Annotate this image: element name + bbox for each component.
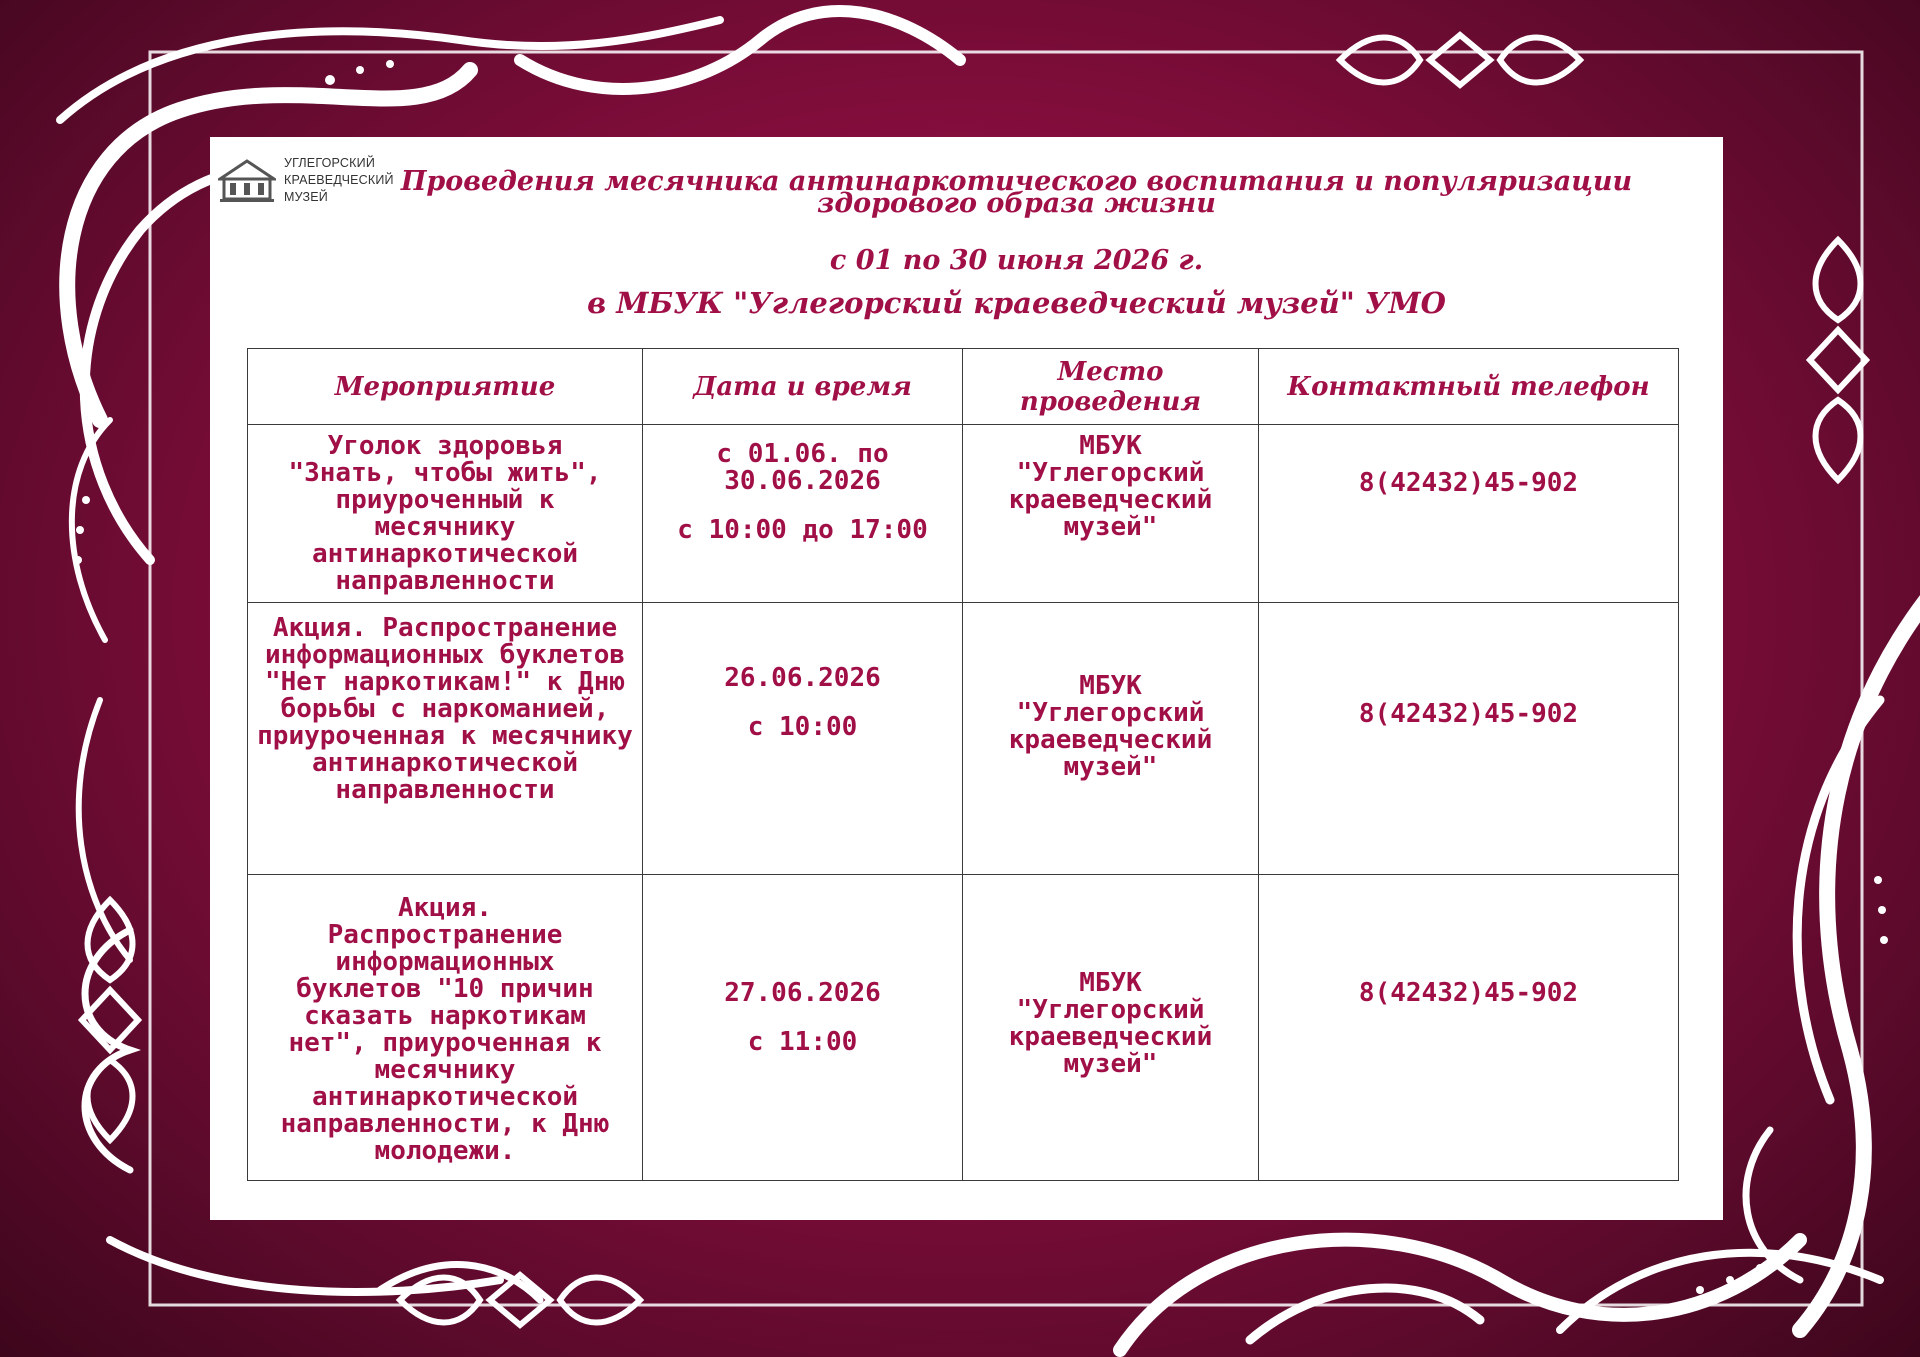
event-time: с 11:00 [747,1027,858,1057]
event-time: с 10:00 [747,712,858,742]
phone-cell [1259,603,1679,875]
phone-cell [1259,425,1679,603]
contact-phone: 8(42432)45-902 [1358,699,1579,729]
event-text: Акция. Распространение информационных буклетов "10 причин сказать наркотикам нет", приуроченная к месячнику антинаркотической направленности, к Дню молодежи. [280,893,610,1166]
column-header-datetime: Дата и время [643,349,963,425]
event-place: МБУК "Углегорский краеведческий музей" [1008,671,1213,782]
event-cell [248,875,643,1181]
place-cell [963,425,1259,603]
place-cell [963,875,1259,1181]
table-row [248,425,1679,603]
place-cell [963,603,1259,875]
table-header-row [248,349,1679,425]
event-place: МБУК "Углегорский краеведческий музей" [1008,968,1213,1079]
datetime-cell [643,425,963,603]
logo-line: КРАЕВЕДЧЕСКИЙ [284,173,394,187]
event-cell [248,603,643,875]
event-date: 27.06.2026 [724,978,881,1008]
table-row [248,875,1679,1181]
event-cell [248,425,643,603]
column-header-event: Мероприятие [248,349,643,425]
contact-phone: 8(42432)45-902 [1358,468,1579,498]
logo-line: МУЗЕЙ [284,190,328,204]
logo-line: УГЛЕГОРСКИЙ [284,156,376,170]
table-row [248,603,1679,875]
event-text: Уголок здоровья "Знать, чтобы жить", приуроченный к месячнику антинаркотической направленности [288,431,602,596]
date-range: с 01 по 30 июня 2026 г. [829,245,1204,276]
content-panel [210,137,1723,1220]
event-date: с 01.06. по 30.06.2026 [716,439,889,496]
phone-cell [1259,875,1679,1181]
page-title: Проведения месячника антинаркотического воспитания и популяризации здорового образа жизни [400,166,1633,219]
venue-line: в МБУК "Углегорский краеведческий музей" УМО [587,286,1446,320]
event-time: с 10:00 до 17:00 [677,515,928,545]
event-text: Акция. Распространение информационных буклетов "Нет наркотикам!" к Дню борьбы с наркоманией, приуроченная к месячнику антинаркотической направленности [257,613,633,805]
event-date: 26.06.2026 [724,663,881,693]
event-place: МБУК "Углегорский краеведческий музей" [1008,431,1213,542]
datetime-cell [643,875,963,1181]
column-header-place: Место проведения [963,349,1259,425]
schedule-table [247,348,1679,1181]
museum-building-icon [218,159,276,203]
datetime-cell [643,603,963,875]
column-header-phone: Контактный телефон [1259,349,1679,425]
contact-phone: 8(42432)45-902 [1358,978,1579,1008]
